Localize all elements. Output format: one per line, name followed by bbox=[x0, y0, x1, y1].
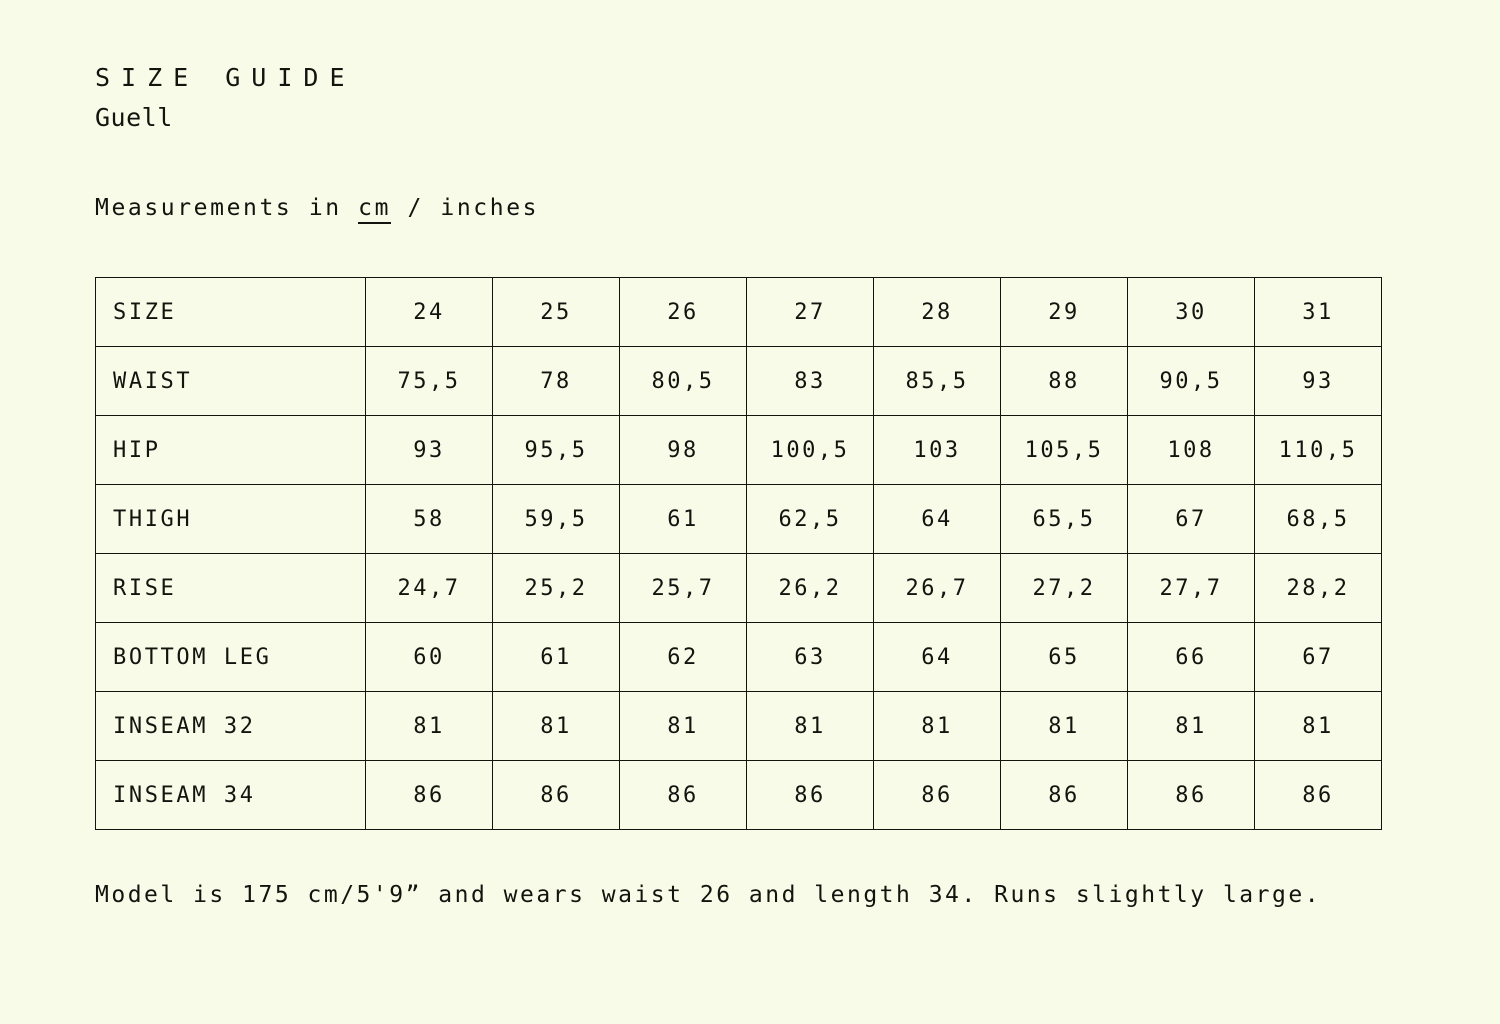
row-label: WAIST bbox=[96, 347, 366, 416]
table-cell: 100,5 bbox=[747, 416, 874, 485]
table-cell: 29 bbox=[1001, 278, 1128, 347]
table-row bbox=[96, 416, 1382, 485]
table-cell: 95,5 bbox=[493, 416, 620, 485]
table-cell: 86 bbox=[747, 761, 874, 830]
table-cell: 64 bbox=[874, 623, 1001, 692]
table-cell: 81 bbox=[1001, 692, 1128, 761]
table-cell: 81 bbox=[1255, 692, 1382, 761]
table-cell: 61 bbox=[620, 485, 747, 554]
table-cell: 27,7 bbox=[1128, 554, 1255, 623]
table-cell: 86 bbox=[620, 761, 747, 830]
row-label: INSEAM 32 bbox=[96, 692, 366, 761]
row-label: INSEAM 34 bbox=[96, 761, 366, 830]
table-cell: 27 bbox=[747, 278, 874, 347]
measurement-suffix: / inches bbox=[391, 195, 540, 222]
table-cell: 86 bbox=[493, 761, 620, 830]
table-cell: 66 bbox=[1128, 623, 1255, 692]
table-cell: 24,7 bbox=[366, 554, 493, 623]
table-cell: 25,2 bbox=[493, 554, 620, 623]
table-cell: 81 bbox=[747, 692, 874, 761]
table-cell: 59,5 bbox=[493, 485, 620, 554]
model-footnote: Model is 175 cm/5'9” and wears waist 26 and length 34. Runs slightly large. bbox=[95, 882, 1322, 909]
table-cell: 24 bbox=[366, 278, 493, 347]
page-title: SIZE GUIDE bbox=[95, 63, 356, 92]
table-cell: 93 bbox=[1255, 347, 1382, 416]
table-cell: 62 bbox=[620, 623, 747, 692]
table-cell: 30 bbox=[1128, 278, 1255, 347]
unit-toggle-cm[interactable]: cm bbox=[358, 195, 391, 224]
table-cell: 86 bbox=[1255, 761, 1382, 830]
table-cell: 86 bbox=[874, 761, 1001, 830]
table-cell: 64 bbox=[874, 485, 1001, 554]
table-cell: 88 bbox=[1001, 347, 1128, 416]
table-row bbox=[96, 623, 1382, 692]
table-row bbox=[96, 278, 1382, 347]
table-cell: 83 bbox=[747, 347, 874, 416]
row-label: THIGH bbox=[96, 485, 366, 554]
table-cell: 81 bbox=[620, 692, 747, 761]
table-row bbox=[96, 485, 1382, 554]
table-cell: 78 bbox=[493, 347, 620, 416]
table-cell: 90,5 bbox=[1128, 347, 1255, 416]
table-cell: 60 bbox=[366, 623, 493, 692]
table-cell: 28 bbox=[874, 278, 1001, 347]
table-cell: 63 bbox=[747, 623, 874, 692]
product-name: Guell bbox=[95, 103, 173, 133]
table-cell: 86 bbox=[1001, 761, 1128, 830]
table-cell: 108 bbox=[1128, 416, 1255, 485]
table-cell: 81 bbox=[1128, 692, 1255, 761]
table-cell: 61 bbox=[493, 623, 620, 692]
table-cell: 58 bbox=[366, 485, 493, 554]
table-cell: 81 bbox=[874, 692, 1001, 761]
table-cell: 103 bbox=[874, 416, 1001, 485]
measurement-units-line bbox=[95, 195, 1405, 221]
table-row bbox=[96, 761, 1382, 830]
table-cell: 65,5 bbox=[1001, 485, 1128, 554]
table-cell: 86 bbox=[1128, 761, 1255, 830]
row-label: RISE bbox=[96, 554, 366, 623]
table-cell: 67 bbox=[1255, 623, 1382, 692]
table-cell: 25,7 bbox=[620, 554, 747, 623]
row-label: SIZE bbox=[96, 278, 366, 347]
table-cell: 67 bbox=[1128, 485, 1255, 554]
table-cell: 28,2 bbox=[1255, 554, 1382, 623]
table-cell: 81 bbox=[366, 692, 493, 761]
table-cell: 80,5 bbox=[620, 347, 747, 416]
table-cell: 65 bbox=[1001, 623, 1128, 692]
table-cell: 86 bbox=[366, 761, 493, 830]
table-cell: 75,5 bbox=[366, 347, 493, 416]
table-cell: 85,5 bbox=[874, 347, 1001, 416]
table-cell: 26 bbox=[620, 278, 747, 347]
table-row bbox=[96, 347, 1382, 416]
table-row bbox=[96, 554, 1382, 623]
table-cell: 62,5 bbox=[747, 485, 874, 554]
row-label: HIP bbox=[96, 416, 366, 485]
table-cell: 31 bbox=[1255, 278, 1382, 347]
table-cell: 105,5 bbox=[1001, 416, 1128, 485]
row-label: BOTTOM LEG bbox=[96, 623, 366, 692]
table-cell: 27,2 bbox=[1001, 554, 1128, 623]
table-cell: 81 bbox=[493, 692, 620, 761]
table-row bbox=[96, 692, 1382, 761]
table-cell: 110,5 bbox=[1255, 416, 1382, 485]
size-chart-table bbox=[95, 277, 1382, 830]
table-cell: 25 bbox=[493, 278, 620, 347]
table-cell: 98 bbox=[620, 416, 747, 485]
table-cell: 68,5 bbox=[1255, 485, 1382, 554]
table-cell: 26,2 bbox=[747, 554, 874, 623]
measurement-prefix: Measurements in bbox=[95, 195, 359, 222]
table-cell: 93 bbox=[366, 416, 493, 485]
table-cell: 26,7 bbox=[874, 554, 1001, 623]
